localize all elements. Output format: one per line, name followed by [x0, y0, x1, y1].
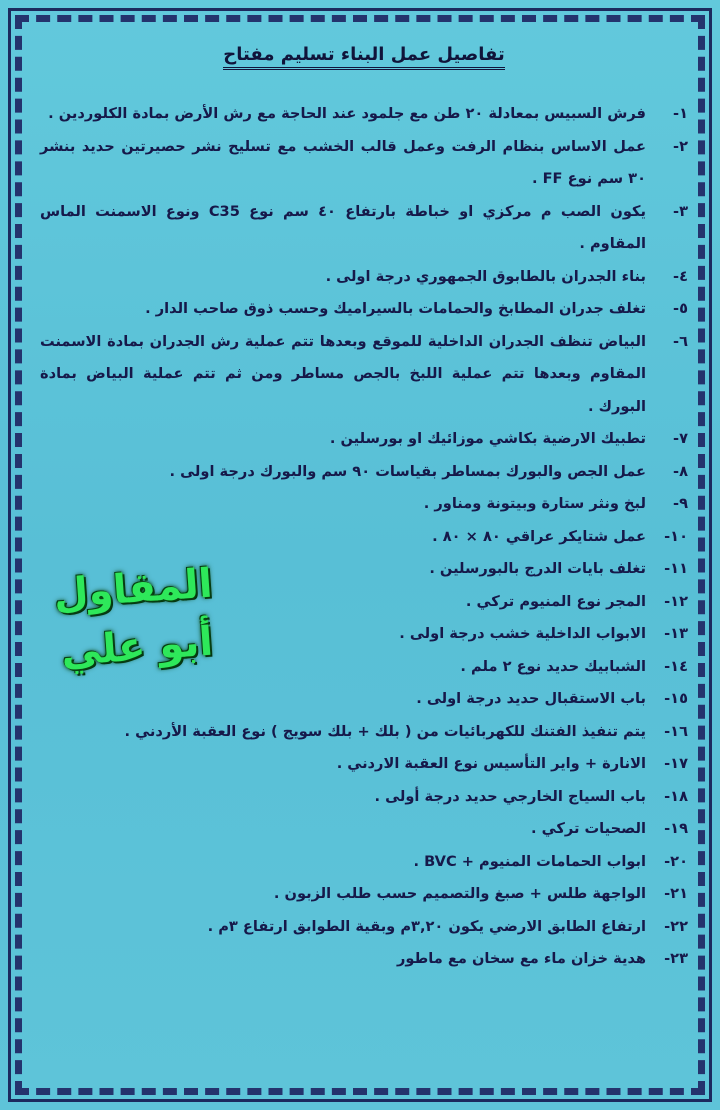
item-number: ١- [673, 105, 688, 122]
item-text: باب الاستقبال حديد درجة اولى . [416, 690, 646, 707]
item-text: المجر نوع المنيوم تركي . [465, 592, 646, 610]
list-item [40, 521, 688, 554]
list-item [40, 846, 688, 879]
item-number: ٣- [673, 202, 688, 220]
item-text: باب السياج الخارجي حديد درجة أولى . [374, 787, 646, 805]
item-text: الابواب الداخلية خشب درجة اولى . [399, 625, 646, 642]
item-text: تغلف بايات الدرج بالبورسلين . [429, 560, 646, 577]
item-number: ٥- [673, 300, 688, 317]
list-item [40, 716, 688, 749]
item-number: ٦- [673, 332, 688, 350]
item-text: يكون الصب م مركزي او خباطة بارتفاع ٤٠ سم نوع C35 ونوع الاسمنت الماس المقاوم . [40, 202, 646, 252]
list-item [40, 326, 688, 424]
list-item [40, 911, 688, 944]
item-text: الشبابيك حديد نوع ٢ ملم . [460, 657, 646, 675]
list-item [40, 261, 688, 294]
item-number: ١٦- [664, 722, 688, 740]
list-item [40, 423, 688, 456]
list-item [40, 456, 688, 489]
item-number: ١٧- [664, 755, 688, 772]
item-text: تغلف جدران المطابخ والحمامات بالسيراميك وحسب ذوق صاحب الدار . [145, 300, 646, 317]
item-number: ٢٣- [664, 950, 688, 967]
item-text: يتم تنفيذ الفتنك للكهربائيات من ( بلك + بلك سويج ) نوع العقبة الأردني . [124, 722, 646, 740]
item-text: عمل الاساس بنظام الرفت وعمل قالب الخشب مع تسليح نشر حصيرتين حديد بنشر ٣٠ سم نوع FF . [40, 137, 646, 187]
item-text: بناء الجدران بالطابوق الجمهوري درجة اولى . [325, 267, 646, 285]
item-text: هدية خزان ماء مع سخان مع ماطور [396, 950, 646, 967]
list-item [40, 943, 688, 976]
list-item [40, 813, 688, 846]
list-item [40, 878, 688, 911]
item-number: ١٤- [664, 657, 688, 675]
stamp-line-1: المقاول [52, 560, 214, 618]
item-text: فرش السبيس بمعادلة ٢٠ طن مع جلمود عند الحاجة مع رش الأرض بمادة الكلوردين . [48, 105, 646, 122]
item-text: الانارة + واير التأسيس نوع العقبة الاردني . [336, 755, 646, 772]
list-item [40, 748, 688, 781]
list-item [40, 98, 688, 131]
item-number: ٢٠- [664, 852, 688, 870]
item-text: الصحيات تركي . [531, 820, 646, 837]
item-number: ٩- [673, 495, 688, 512]
item-text: عمل شتايكر عراقي ٨٠ × ٨٠ . [432, 527, 646, 545]
item-number: ٢١- [664, 885, 688, 902]
title-text: تفاصيل عمل البناء تسليم مفتاح [223, 44, 504, 70]
item-number: ٤- [673, 267, 688, 285]
item-text: تطبيك الارضية بكاشي موزائيك او بورسلين . [329, 430, 646, 447]
item-number: ١١- [664, 560, 688, 577]
stamp-line-2: أبو علي [59, 618, 215, 676]
contractor-signature-stamp [46, 554, 224, 682]
item-text: البياض تنظف الجدران الداخلية للموقع وبعدها تتم عملية رش الجدران بمادة الاسمنت المقاوم وبعدها تتم عملية اللبخ بالجص مساطر ومن ثم تتم عملية البياض بمادة البورك . [40, 332, 646, 415]
item-number: ٨- [673, 462, 688, 480]
item-text: الواجهة طلس + صبغ والتصميم حسب طلب الزبون . [273, 885, 646, 902]
item-text: عمل الجص والبورك بمساطر بقياسات ٩٠ سم والبورك درجة اولى . [169, 462, 646, 480]
item-text: لبخ ونثر ستارة وبيتونة ومناور . [423, 495, 646, 512]
item-number: ١٣- [664, 625, 688, 642]
list-item [40, 293, 688, 326]
item-number: ١٩- [664, 820, 688, 837]
item-number: ١٢- [664, 592, 688, 610]
list-item [40, 683, 688, 716]
item-number: ٧- [673, 430, 688, 447]
item-number: ٢٢- [664, 917, 688, 935]
item-number: ٢- [673, 137, 688, 155]
document-title [40, 44, 688, 70]
list-item [40, 781, 688, 814]
item-number: ١٨- [664, 787, 688, 805]
item-number: ١٠- [664, 527, 688, 545]
document-content [40, 40, 688, 1050]
list-item [40, 131, 688, 196]
item-text: ارتفاع الطابق الارضي يكون ٣,٢٠م وبقية الطوابق ارتفاع ٣م . [207, 917, 646, 935]
items-list [40, 98, 688, 976]
item-number: ١٥- [664, 690, 688, 707]
list-item [40, 196, 688, 261]
list-item [40, 488, 688, 521]
item-text: ابواب الحمامات المنيوم + BVC . [413, 852, 646, 870]
